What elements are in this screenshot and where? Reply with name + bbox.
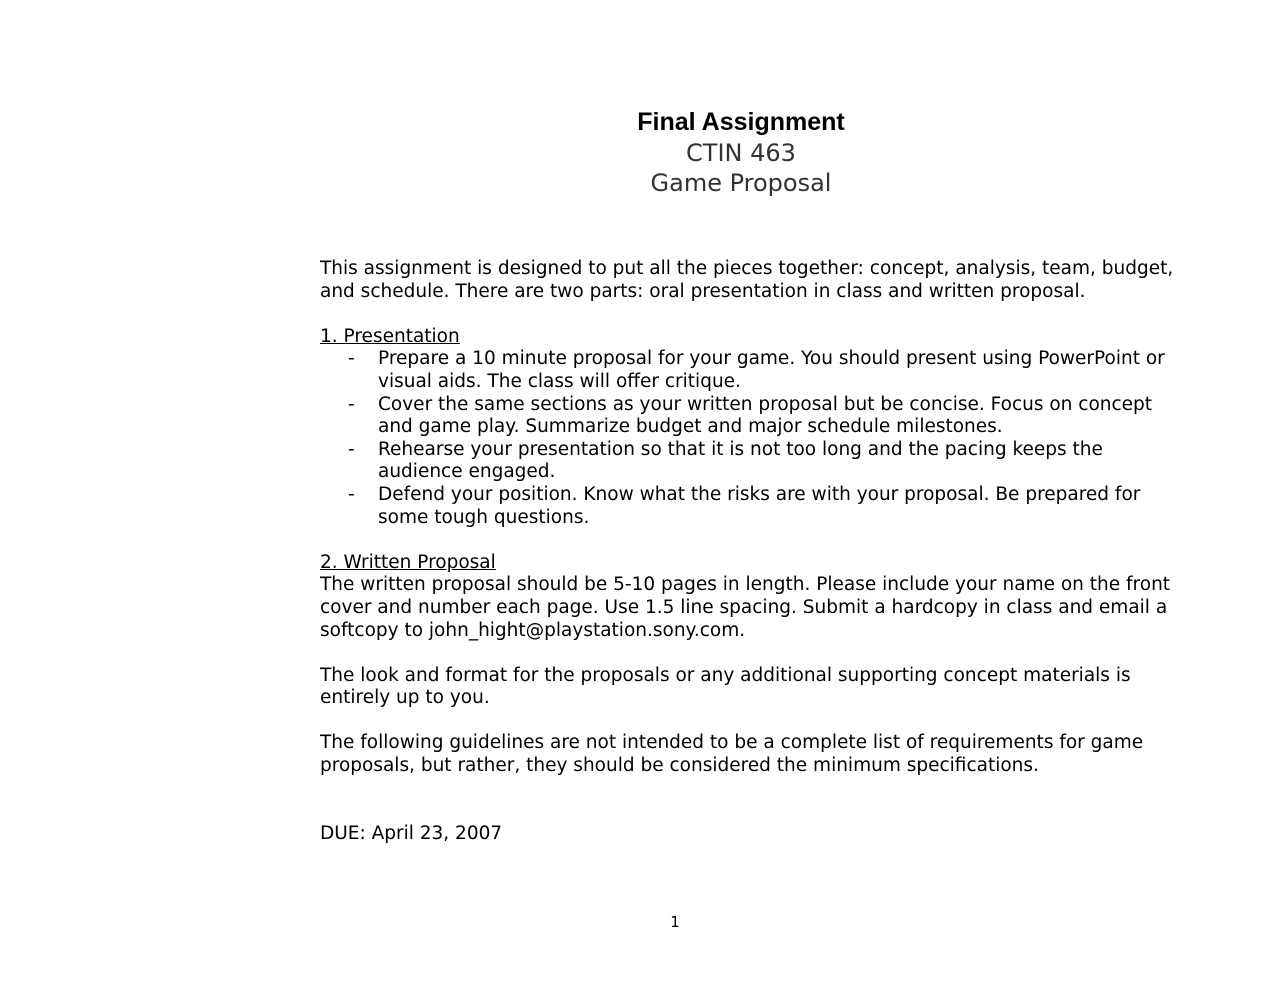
dash-marker: - xyxy=(348,438,355,460)
written-requirements-paragraph: The written proposal should be 5-10 pages in length. Please include your name on the front cover and number each page. Use 1.5 line spacing. Submit a hardcopy in class and email a softcopy to john_hight@playstation.sony.com. xyxy=(320,574,1171,641)
list-item xyxy=(320,348,1180,393)
dash-marker: - xyxy=(348,393,355,415)
dash-marker: - xyxy=(348,348,355,370)
list-item xyxy=(320,484,1180,529)
list-item xyxy=(320,439,1180,484)
title-block xyxy=(541,106,941,198)
dash-marker: - xyxy=(348,483,355,505)
document-title: Final Assignment xyxy=(637,108,845,136)
format-paragraph: The look and format for the proposals or any additional supporting concept materials is entirely up to you. xyxy=(320,664,1131,709)
intro-paragraph: This assignment is designed to put all the pieces together: concept, analysis, team, budget, and schedule. There are two parts: oral presentation in class and written proposal. xyxy=(320,258,1174,302)
presentation-heading: 1. Presentation xyxy=(320,325,460,347)
document-subtitle: Game Proposal xyxy=(650,169,832,197)
list-item-text: Defend your position. Know what the risks are with your proposal. Be prepared for some tough questions. xyxy=(378,483,1141,528)
course-code: CTIN 463 xyxy=(686,139,796,167)
list-item-text: Cover the same sections as your written proposal but be concise. Focus on concept and game play. Summarize budget and major schedule milestones. xyxy=(378,393,1153,438)
list-item-text: Prepare a 10 minute proposal for your game. You should present using PowerPoint or visual aids. The class will offer critique. xyxy=(378,348,1165,392)
page-number: 1 xyxy=(670,913,680,931)
guidelines-paragraph: The following guidelines are not intended to be a complete list of requirements for game proposals, but rather, they should be considered the minimum specifications. xyxy=(320,732,1144,777)
document-body xyxy=(320,258,1180,868)
list-item xyxy=(320,394,1180,439)
due-date: DUE: April 23, 2007 xyxy=(320,822,503,844)
list-item-text: Rehearse your presentation so that it is not too long and the pacing keeps the audience engaged. xyxy=(378,438,1103,483)
presentation-list xyxy=(320,348,1180,529)
written-proposal-heading: 2. Written Proposal xyxy=(320,551,496,573)
